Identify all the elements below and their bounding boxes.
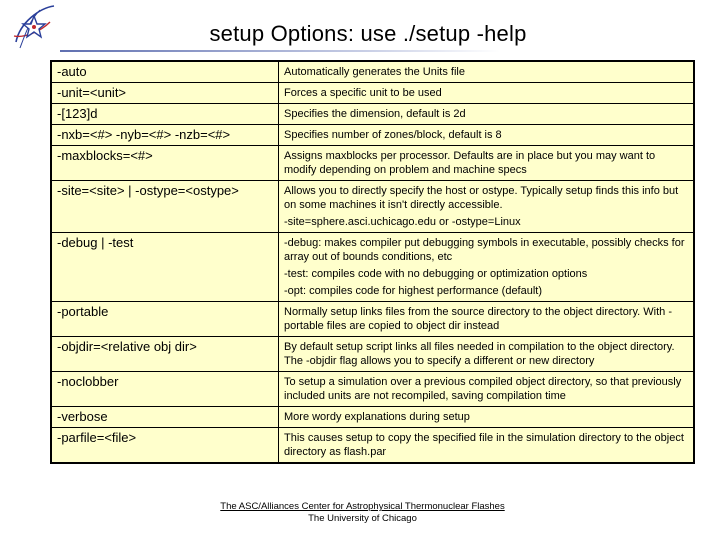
option-name: -verbose (51, 407, 279, 428)
description-line: -opt: compiles code for highest performance (default) (284, 285, 543, 297)
table-row (51, 181, 694, 233)
description-line: Automatically generates the Units file (284, 66, 465, 78)
option-name: -noclobber (51, 372, 279, 407)
description-line: Specifies number of zones/block, default is 8 (284, 129, 502, 141)
table-row (51, 407, 694, 428)
description-line: Normally setup links files from the source directory to the object directory. With -portable files are copied to object dir instead (284, 306, 672, 332)
option-description (279, 104, 695, 125)
description-line: This causes setup to copy the specified file in the simulation directory to the object directory as flash.par (284, 432, 684, 458)
table-row (51, 233, 694, 302)
footer-university: The University of Chicago (308, 513, 417, 524)
option-description (279, 61, 695, 83)
description-line: -debug: makes compiler put debugging symbols in executable, possibly checks for array out of bounds conditions, etc (284, 237, 685, 263)
options-table (50, 60, 695, 464)
footer-center-link[interactable]: The ASC/Alliances Center for Astrophysical Thermonuclear Flashes (220, 501, 505, 512)
table-row (51, 302, 694, 337)
option-name: -nxb=<#> -nyb=<#> -nzb=<#> (51, 125, 279, 146)
description-line: -site=sphere.asci.uchicago.edu or -ostype=Linux (284, 216, 521, 228)
option-name: -unit=<unit> (51, 83, 279, 104)
description-line: Assigns maxblocks per processor. Defaults are in place but you may want to modify depending on problem and machine specs (284, 150, 656, 176)
table-row (51, 146, 694, 181)
table-row (51, 61, 694, 83)
description-line: By default setup script links all files needed in compilation to the object directory. The -objdir flag allows you to specify a different or new directory (284, 341, 675, 367)
table-row (51, 125, 694, 146)
description-line: To setup a simulation over a previous compiled object directory, so that previously included units are not recompiled, saving compilation time (284, 376, 682, 402)
option-name: -[123]d (51, 104, 279, 125)
option-description (279, 146, 695, 181)
table-row (51, 337, 694, 372)
option-description (279, 181, 695, 233)
option-name: -debug | -test (51, 233, 279, 302)
description-line: Specifies the dimension, default is 2d (284, 108, 466, 120)
table-row (51, 104, 694, 125)
description-line: Forces a specific unit to be used (284, 87, 442, 99)
option-description (279, 302, 695, 337)
option-description (279, 83, 695, 104)
option-description (279, 233, 695, 302)
table-row (51, 372, 694, 407)
option-name: -parfile=<file> (51, 428, 279, 464)
option-description (279, 407, 695, 428)
description-line: Allows you to directly specify the host or ostype. Typically setup finds this info but on some machines it isn't directly accessible. (284, 185, 679, 211)
table-row (51, 428, 694, 464)
option-name: -objdir=<relative obj dir> (51, 337, 279, 372)
footer (190, 501, 535, 525)
option-description (279, 372, 695, 407)
option-name: -auto (51, 61, 279, 83)
option-description (279, 125, 695, 146)
option-description (279, 428, 695, 464)
option-name: -portable (51, 302, 279, 337)
option-description (279, 337, 695, 372)
option-name: -maxblocks=<#> (51, 146, 279, 181)
title-underline (60, 50, 500, 52)
description-line: More wordy explanations during setup (284, 411, 470, 423)
table-row (51, 83, 694, 104)
description-line: -test: compiles code with no debugging or optimization options (284, 268, 588, 280)
page-title: setup Options: use ./setup -help (209, 21, 527, 46)
option-name: -site=<site> | -ostype=<ostype> (51, 181, 279, 233)
